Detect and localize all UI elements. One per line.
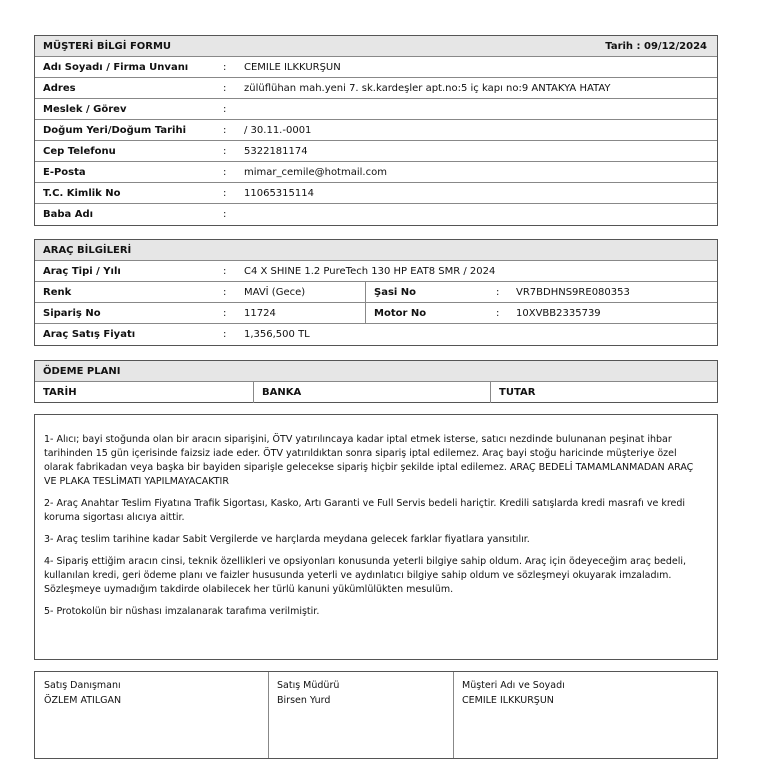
vehicle-color-value: MAVİ (Gece) xyxy=(244,286,306,298)
vehicle-type-label: Araç Tipi / Yılı xyxy=(43,265,121,277)
row-label: Meslek / Görev xyxy=(43,103,127,115)
vehicle-row-type xyxy=(35,261,717,282)
column-divider xyxy=(365,282,366,302)
column-divider xyxy=(253,382,254,403)
chassis-value: VR7BDHNS9RE080353 xyxy=(516,286,630,298)
row-colon: : xyxy=(223,329,227,340)
column-divider xyxy=(365,303,366,323)
customer-row-address xyxy=(35,78,717,99)
customer-info-section xyxy=(34,35,718,226)
column-divider xyxy=(490,382,491,403)
term-1: 1- Alıcı; bayi stoğunda olan bir aracın siparişini, ÖTV yatırılıncaya kadar iptal etmek isterse, satıcı nezdinde bulunanan peşinat ihbar tarihinden 15 gün içerisinde faizsiz iade eder. ÖTV yatırıldıktan sonra sipariş iptal edilemez. Araç bayi stoğu haricinde müşteriye özel olarak fabrikadan veya başka bir bayiden siparişle gelecekse sipariş hiçbir şekilde iptal edilemez. ARAÇ BEDELİ TAMAMLANMADAN ARAÇ VE PLAKA TESLİMATI YAPILMAYACAKTIR xyxy=(44,434,694,487)
terms-section xyxy=(34,414,718,660)
row-label: Adı Soyadı / Firma Unvanı xyxy=(43,61,189,73)
form-title: MÜŞTERİ BİLGİ FORMU xyxy=(43,40,172,52)
vehicle-row-order xyxy=(35,303,717,324)
row-label: T.C. Kimlik No xyxy=(43,187,121,199)
row-label: Baba Adı xyxy=(43,209,94,220)
row-colon: : xyxy=(223,307,227,319)
price-label: Araç Satış Fiyatı xyxy=(43,329,136,340)
engine-label: Motor No xyxy=(374,307,427,319)
term-4: 4- Sipariş ettiğim aracın cinsi, teknik özellikleri ve opsiyonları konusunda yeterli bilgiye sahip oldum. Araç için ödeyeceğim araç bedeli, kullanılan kredi, geri ödeme planı ve faizler hususunda yeterli ve aydınlatıcı bilgiye sahip oldum ve sözleşmeyi okuyarak imzaladım. Sözleşmeye uymadığım takdirde olabilecek her türlü kanuni yükümlülükten mesulüm. xyxy=(44,556,687,595)
customer-row-id xyxy=(35,183,717,204)
signature-title: Satış Müdürü xyxy=(277,680,340,691)
signature-sales-manager xyxy=(277,678,339,708)
row-value: CEMILE ILKKURŞUN xyxy=(244,61,341,73)
customer-row-father xyxy=(35,204,717,225)
signature-title: Satış Danışmanı xyxy=(44,680,121,691)
vehicle-info-section xyxy=(34,239,718,346)
column-divider xyxy=(453,672,454,758)
column-divider xyxy=(268,672,269,758)
row-label: Doğum Yeri/Doğum Tarihi xyxy=(43,124,187,136)
signature-name: CEMILE ILKKURŞUN xyxy=(462,695,554,706)
row-colon: : xyxy=(223,187,227,199)
vehicle-title: ARAÇ BİLGİLERİ xyxy=(43,244,132,256)
form-date: Tarih : 09/12/2024 xyxy=(605,40,707,52)
vehicle-color-label: Renk xyxy=(43,286,72,298)
row-label: Cep Telefonu xyxy=(43,145,116,157)
order-value: 11724 xyxy=(244,307,276,319)
customer-row-name xyxy=(35,57,717,78)
customer-info-header xyxy=(35,36,717,57)
row-colon: : xyxy=(223,286,227,298)
term-5: 5- Protokolün bir nüshası imzalanarak tarafıma verilmiştir. xyxy=(44,606,320,617)
col-bank: BANKA xyxy=(262,387,302,398)
row-colon: : xyxy=(223,166,227,178)
signature-name: Birsen Yurd xyxy=(277,695,331,706)
row-label: E-Posta xyxy=(43,166,86,178)
row-colon: : xyxy=(496,307,500,319)
vehicle-info-header xyxy=(35,240,717,261)
row-colon: : xyxy=(223,82,227,94)
price-value: 1,356,500 TL xyxy=(244,329,310,340)
signature-sales-consultant xyxy=(44,678,121,708)
row-colon: : xyxy=(223,265,227,277)
row-colon: : xyxy=(223,103,227,115)
term-3: 3- Araç teslim tarihine kadar Sabit Vergilerde ve harçlarda meydana gelecek farklar fiyatlara yansıtılır. xyxy=(44,534,530,545)
row-colon: : xyxy=(223,124,227,136)
payment-title: ÖDEME PLANI xyxy=(43,365,121,377)
order-label: Sipariş No xyxy=(43,307,101,319)
customer-row-birth xyxy=(35,120,717,141)
customer-row-phone xyxy=(35,141,717,162)
vehicle-row-price xyxy=(35,324,717,345)
signature-title: Müşteri Adı ve Soyadı xyxy=(462,680,565,691)
col-date: TARİH xyxy=(43,387,77,398)
vehicle-type-value: C4 X SHINE 1.2 PureTech 130 HP EAT8 SMR / 2024 xyxy=(244,265,496,277)
row-colon: : xyxy=(223,209,227,220)
vehicle-row-color xyxy=(35,282,717,303)
customer-row-email xyxy=(35,162,717,183)
col-amount: TUTAR xyxy=(499,387,536,398)
row-colon: : xyxy=(223,145,227,157)
payment-columns-row xyxy=(35,382,717,403)
row-value: 5322181174 xyxy=(244,145,308,157)
signature-customer xyxy=(462,678,565,708)
term-2: 2- Araç Anahtar Teslim Fiyatına Trafik Sigortası, Kasko, Artı Garanti ve Full Servis bedeli hariçtir. Kredili satışlarda kredi masrafı ve kredi koruma sigortası alıcıya aittir. xyxy=(44,498,686,523)
engine-value: 10XVBB2335739 xyxy=(516,307,601,319)
payment-plan-header xyxy=(35,361,717,382)
row-value: mimar_cemile@hotmail.com xyxy=(244,166,387,178)
row-colon: : xyxy=(223,61,227,73)
row-value: / 30.11.-0001 xyxy=(244,124,312,136)
row-colon: : xyxy=(496,286,500,298)
signature-section xyxy=(34,671,718,759)
row-value: 11065315114 xyxy=(244,187,314,199)
row-label: Adres xyxy=(43,82,76,94)
payment-plan-section xyxy=(34,360,718,403)
customer-row-profession xyxy=(35,99,717,120)
signature-name: ÖZLEM ATILGAN xyxy=(44,695,122,706)
chassis-label: Şasi No xyxy=(374,286,417,298)
row-value: zülüflühan mah.yeni 7. sk.kardeşler apt.no:5 iç kapı no:9 ANTAKYA HATAY xyxy=(244,82,611,94)
